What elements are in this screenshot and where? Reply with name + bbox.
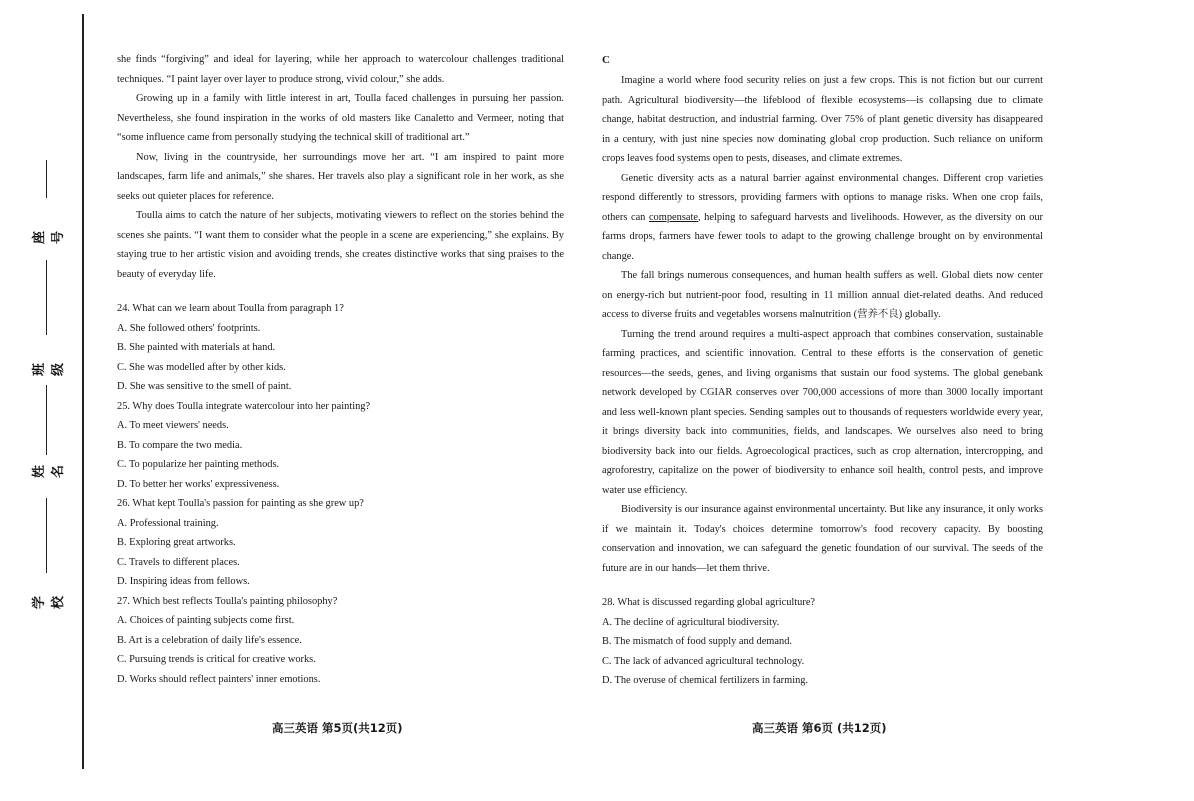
option-c: C. To popularize her painting methods.	[117, 459, 280, 470]
right-column	[602, 50, 1043, 691]
blank-line-name	[46, 385, 47, 455]
question-24	[117, 299, 564, 397]
option-c: C. Travels to different places.	[117, 556, 240, 568]
left-column	[117, 50, 564, 689]
option-b: B. She painted with materials at hand.	[117, 342, 276, 353]
binding-margin	[31, 160, 65, 620]
question-stem: 25. Why does Toulla integrate watercolour into her painting?	[117, 400, 371, 412]
paragraph-text: , helping to safeguard harvests and livelihoods. However, as the diversity on our farms drops, farmers have fewer tools to adapt to the growing challenge brought on by environmental change.	[602, 211, 1043, 262]
blank-line-class	[46, 260, 47, 335]
seat-number-label: 座号	[31, 230, 65, 245]
option-b: B. Exploring great artworks.	[117, 537, 236, 548]
question-26	[117, 494, 564, 592]
option-a: A. Professional training.	[117, 517, 219, 529]
page-footer-right: 高三英语 第6页 (共12页)	[752, 721, 887, 735]
paragraph: Growing up in a family with little interest in art, Toulla faced challenges in pursuing her passion. Nevertheless, she found inspiration in the works of old masters like Canaletto and Vermeer, noting that “some influence came from personally studying the technical skill of traditional art.”	[117, 93, 564, 143]
paragraph-text: Genetic diversity acts as a natural barrier against environmental changes. Different crop varieties respond differently to stressors, providing farmers with options to manage risks. When one crop fails, others can	[602, 172, 1043, 223]
class-label: 班级	[31, 362, 65, 377]
school-label: 学校	[31, 595, 65, 610]
option-b: B. The mismatch of food supply and demand.	[602, 636, 792, 647]
paragraph: Imagine a world where food security relies on just a few crops. This is not fiction but our current path. Agricultural biodiversity—the lifeblood of flexible ecosystems—is collapsing due to climate change, habitat destruction, and industrial farming. Over 75% of plant genetic diversity has disappeared in a century, with just nine species now dominating global crop production. Such reliance on uniform crops leaves food systems open to pests, diseases, and climate extremes.	[602, 75, 1043, 164]
section-title: C	[602, 54, 610, 66]
paragraph: Toulla aims to catch the nature of her subjects, motivating viewers to reflect on the stories behind the scenes she paints. “I want them to consider what the people in a scene are experiencing,” she explains. By staying true to her artistic vision and avoiding trends, she creates distinctive works that sing praises to the beauty of everyday life.	[117, 210, 564, 280]
paragraph: she finds “forgiving” and ideal for layering, while her approach to watercolour challenges traditional techniques. “I paint layer over layer to produce strong, vivid colour,” she adds.	[117, 54, 564, 85]
option-b: B. To compare the two media.	[117, 439, 243, 451]
question-stem: 26. What kept Toulla's passion for painting as she grew up?	[117, 498, 364, 509]
underlined-word: compensate	[648, 211, 698, 223]
option-c: C. Pursuing trends is critical for creative works.	[117, 654, 316, 665]
option-a: A. She followed others' footprints.	[117, 322, 261, 334]
question-25	[117, 397, 564, 495]
question-stem: 24. What can we learn about Toulla from paragraph 1?	[117, 303, 344, 314]
paragraph: The fall brings numerous consequences, and human health suffers as well. Global diets now center on energy-rich but nutrient-poor food, resulting in 11 million annual diet-related deaths. And reduced access to diverse fruits and vegetables worsens malnutrition (营养不良) globally.	[602, 270, 1043, 320]
option-c: C. She was modelled after by other kids.	[117, 361, 286, 373]
option-d: D. The overuse of chemical fertilizers in farming.	[602, 675, 809, 686]
option-a: A. Choices of painting subjects come first.	[117, 615, 295, 626]
option-a: A. The decline of agricultural biodiversity.	[602, 616, 780, 628]
blank-line-school	[46, 498, 47, 573]
option-a: A. To meet viewers' needs.	[117, 420, 229, 431]
paragraph: Biodiversity is our insurance against environmental uncertainty. But like any insurance, it only works if we maintain it. Today's choices determine tomorrow's food recovery capacity. By boosting conservation and innovation, we can safeguard the genetic foundation of our survival. The seeds of the future are in our hands—let them thrive.	[602, 504, 1043, 574]
paragraph	[602, 169, 1043, 267]
question-stem: 27. Which best reflects Toulla's painting philosophy?	[117, 595, 338, 607]
question-27	[117, 592, 564, 690]
margin-rule	[82, 14, 84, 769]
name-label: 姓名	[31, 464, 65, 479]
question-28	[602, 593, 1043, 691]
page-footer-left: 高三英语 第5页(共12页)	[272, 721, 403, 735]
option-d: D. She was sensitive to the smell of paint.	[117, 381, 292, 392]
option-d: D. To better her works' expressiveness.	[117, 478, 280, 490]
blank-line-seat	[46, 160, 47, 198]
paragraph: Turning the trend around requires a multi-aspect approach that combines conservation, sustainable farming practices, and scientific innovation. Central to these efforts is the conservation of genetic resources—the seeds, genes, and living organisms that sustain our food systems. The global genebank network developed by CGIAR conserves over 700,000 accessions of more than 3000 locally important and less well-known plant species. Sending samples out to thousands of requesters worldwide every year, it brings diversity back into communities, fields, and landscapes. We ourselves also need to bring biodiversity back into our fields. Agroecological practices, such as crop alternation, intercropping, and agroforestry, capitalize on the power of biodiversity to enhance soil health, control pests, and improve water use efficiency.	[602, 328, 1043, 496]
option-d: D. Inspiring ideas from fellows.	[117, 576, 250, 587]
option-c: C. The lack of advanced agricultural technology.	[602, 655, 805, 667]
question-stem: 28. What is discussed regarding global agriculture?	[602, 597, 816, 608]
option-d: D. Works should reflect painters' inner emotions.	[117, 673, 321, 685]
option-b: B. Art is a celebration of daily life's essence.	[117, 634, 302, 646]
paragraph: Now, living in the countryside, her surroundings move her art. “I am inspired to paint more landscapes, farm life and animals,” she shares. Her travels also play a significant role in her work, as she seeks out quieter places for reference.	[117, 151, 564, 202]
